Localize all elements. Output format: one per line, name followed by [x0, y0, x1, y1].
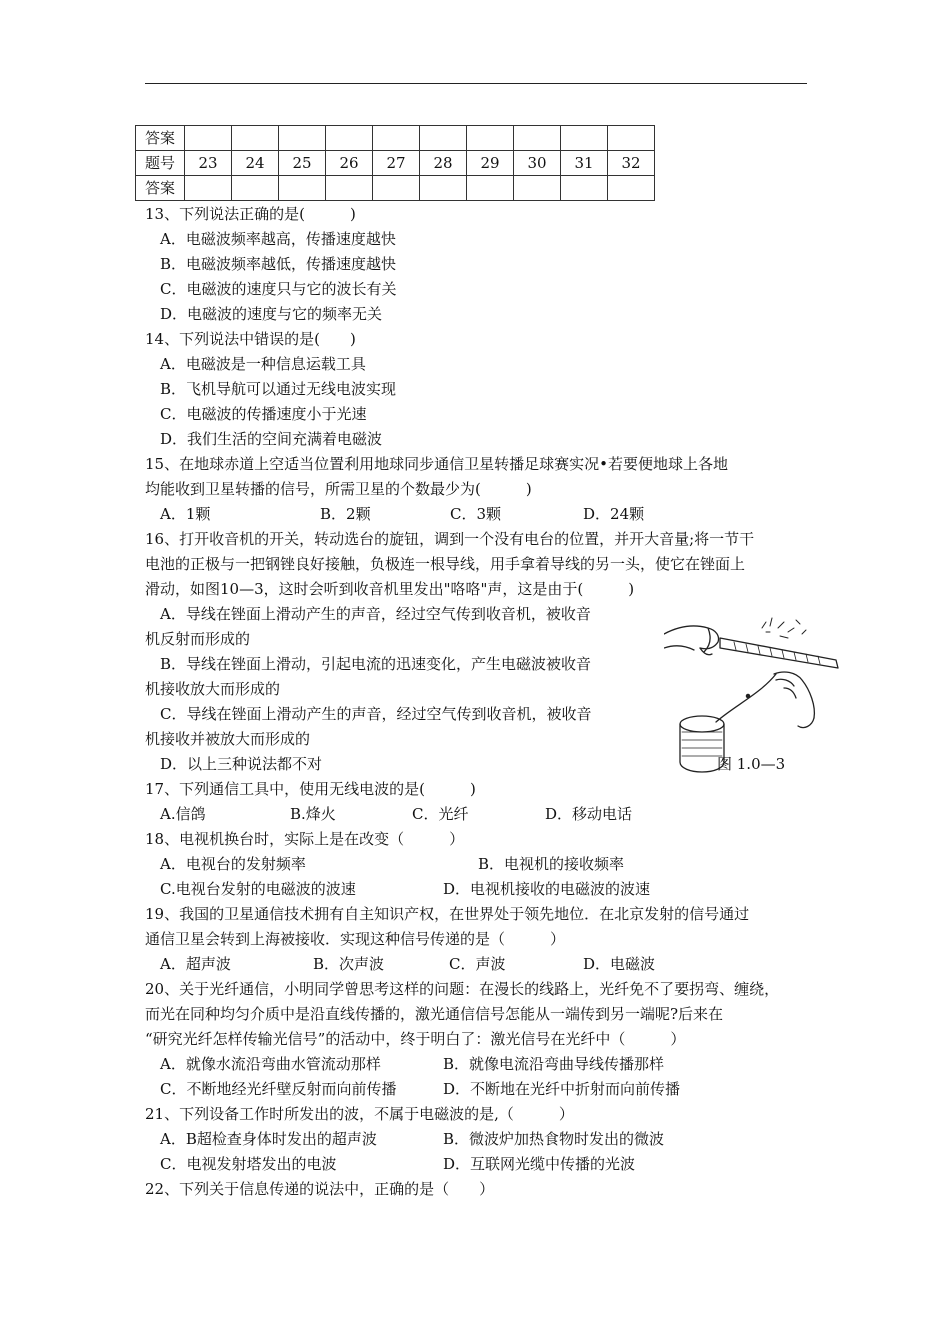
q14-option-b: B．飞机导航可以通过无线电波实现	[160, 380, 397, 398]
q13-option-d: D．电磁波的速度与它的频率无关	[160, 305, 383, 323]
q18-option-b: B．电视机的接收频率	[478, 855, 625, 873]
question-number: 31	[561, 151, 608, 176]
q19-option-a: A．超声波	[160, 955, 231, 973]
question-number: 30	[514, 151, 561, 176]
q14-option-a: A．电磁波是一种信息运载工具	[160, 355, 366, 373]
answer-cell[interactable]	[279, 126, 326, 151]
answer-table	[135, 125, 655, 201]
answer-cell[interactable]	[608, 176, 655, 201]
answer-cell[interactable]	[514, 176, 561, 201]
q21-option-b: B．微波炉加热食物时发出的微波	[443, 1130, 665, 1148]
q16-stem-line3: 滑动，如图10—3，这时会听到收音机里发出"咯咯"声，这是由于( )	[145, 580, 635, 598]
answer-cell[interactable]	[326, 126, 373, 151]
q21-stem: 21、下列设备工作时所发出的波，不属于电磁波的是,（ ）	[145, 1105, 574, 1123]
q20-option-c: C．不断地经光纤壁反射而向前传播	[160, 1080, 397, 1098]
q20-option-d: D．不断地在光纤中折射而向前传播	[443, 1080, 681, 1098]
q16-option-b: B．导线在锉面上滑动，引起电流的迅速变化，产生电磁波被收音	[160, 655, 592, 673]
q19-option-c: C．声波	[449, 955, 506, 973]
q15-option-b: B．2颗	[320, 505, 371, 523]
figure-caption: 图 1.0—3	[717, 755, 786, 773]
answer-cell[interactable]	[185, 126, 232, 151]
answer-cell[interactable]	[373, 176, 420, 201]
q16-option-c-cont: 机接收并被放大而形成的	[145, 730, 311, 748]
q14-option-c: C．电磁波的传播速度小于光速	[160, 405, 367, 423]
answer-cell[interactable]	[561, 126, 608, 151]
answer-cell[interactable]	[467, 126, 514, 151]
answer-cell[interactable]	[279, 176, 326, 201]
answer-cell[interactable]	[420, 176, 467, 201]
q16-option-b-cont: 机接收放大而形成的	[145, 680, 281, 698]
q16-option-c: C．导线在锉面上滑动产生的声音，经过空气传到收音机，被收音	[160, 705, 592, 723]
question-number: 27	[373, 151, 420, 176]
q20-stem-line1: 20、关于光纤通信，小明同学曾思考这样的问题：在漫长的线路上，光纤免不了要拐弯、缠绕，	[145, 980, 780, 998]
q16-option-a: A．导线在锉面上滑动产生的声音，经过空气传到收音机，被收音	[160, 605, 591, 623]
question-number: 29	[467, 151, 514, 176]
q19-stem-line2: 通信卫星会转到上海被接收．实现这种信号传递的是（ ）	[145, 930, 566, 948]
q15-stem-line2: 均能收到卫星转播的信号，所需卫星的个数最少为( )	[145, 480, 532, 498]
q17-stem: 17、下列通信工具中，使用无线电波的是( )	[145, 780, 476, 798]
q18-option-c: C.电视台发射的电磁波的波速	[160, 880, 356, 898]
answer-cell[interactable]	[420, 126, 467, 151]
q15-stem-line1: 15、在地球赤道上空适当位置利用地球同步通信卫星转播足球赛实况•若要便地球上各地	[145, 455, 728, 473]
file-battery-figure	[664, 614, 844, 774]
answer-row-bottom	[136, 176, 655, 201]
q20-stem-line3: “研究光纤怎样传输光信号”的活动中，终于明白了：激光信号在光纤中（ ）	[145, 1030, 686, 1048]
q21-option-c: C．电视发射塔发出的电波	[160, 1155, 337, 1173]
answer-cell[interactable]	[514, 126, 561, 151]
answer-label: 答案	[136, 176, 185, 201]
answer-label: 答案	[136, 126, 185, 151]
answer-cell[interactable]	[561, 176, 608, 201]
q18-option-a: A．电视台的发射频率	[160, 855, 306, 873]
q17-option-d: D．移动电话	[545, 805, 633, 823]
answer-cell[interactable]	[232, 126, 279, 151]
q18-option-d: D．电视机接收的电磁波的波速	[443, 880, 651, 898]
q16-stem-line2: 电池的正极与一把钢锉良好接触，负极连一根导线，用手拿着导线的另一头，使它在锉面上	[145, 555, 746, 573]
q16-option-a-cont: 机反射而形成的	[145, 630, 251, 648]
q19-stem-line1: 19、我国的卫星通信技术拥有自主知识产权，在世界处于领先地位．在北京发射的信号通过	[145, 905, 750, 923]
q13-option-c: C．电磁波的速度只与它的波长有关	[160, 280, 397, 298]
q17-option-b: B.烽火	[290, 805, 336, 823]
question-number: 25	[279, 151, 326, 176]
q21-option-a: A．B超检查身体时发出的超声波	[160, 1130, 377, 1148]
question-number: 26	[326, 151, 373, 176]
q17-option-a: A.信鸽	[160, 805, 206, 823]
q16-stem-line1: 16、打开收音机的开关，转动选台的旋钮，调到一个没有电台的位置，并开大音量;将一节干	[145, 530, 755, 548]
answer-row-top	[136, 126, 655, 151]
answer-cell[interactable]	[608, 126, 655, 151]
q15-option-c: C．3颗	[450, 505, 502, 523]
question-number: 24	[232, 151, 279, 176]
q14-stem: 14、下列说法中错误的是( )	[145, 330, 356, 348]
question-number-label: 题号	[136, 151, 185, 176]
q13-stem: 13、下列说法正确的是( )	[145, 205, 356, 223]
answer-cell[interactable]	[326, 176, 373, 201]
q21-option-d: D．互联网光缆中传播的光波	[443, 1155, 636, 1173]
question-number: 28	[420, 151, 467, 176]
q20-stem-line2: 而光在同种均匀介质中是沿直线传播的，激光通信信号怎能从一端传到另一端呢?后来在	[145, 1005, 724, 1023]
q17-option-c: C．光纤	[412, 805, 469, 823]
q15-option-d: D．24颗	[583, 505, 645, 523]
q15-option-a: A．1颗	[160, 505, 211, 523]
q13-option-a: A．电磁波频率越高，传播速度越快	[160, 230, 396, 248]
q14-option-d: D．我们生活的空间充满着电磁波	[160, 430, 383, 448]
q20-option-b: B．就像电流沿弯曲导线传播那样	[443, 1055, 665, 1073]
question-number: 23	[185, 151, 232, 176]
q19-option-b: B．次声波	[313, 955, 385, 973]
q18-stem: 18、电视机换台时，实际上是在改变（ ）	[145, 830, 465, 848]
q19-option-d: D．电磁波	[583, 955, 656, 973]
question-number: 32	[608, 151, 655, 176]
q13-option-b: B．电磁波频率越低，传播速度越快	[160, 255, 397, 273]
header-rule	[145, 83, 807, 84]
answer-cell[interactable]	[373, 126, 420, 151]
answer-cell[interactable]	[232, 176, 279, 201]
q20-option-a: A．就像水流沿弯曲水管流动那样	[160, 1055, 381, 1073]
question-number-row	[136, 151, 655, 176]
q16-option-d: D．以上三种说法都不对	[160, 755, 323, 773]
answer-cell[interactable]	[185, 176, 232, 201]
answer-cell[interactable]	[467, 176, 514, 201]
q22-stem: 22、下列关于信息传递的说法中，正确的是（ ）	[145, 1180, 495, 1198]
